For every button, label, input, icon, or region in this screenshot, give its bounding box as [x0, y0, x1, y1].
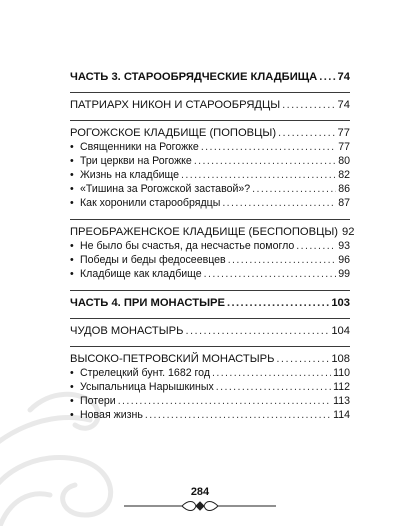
toc-entry-title: [70, 367, 210, 380]
bullet-icon: •: [70, 381, 74, 393]
toc-subentry: [70, 183, 350, 196]
toc-entry-title: [70, 325, 183, 338]
toc-subentry: [70, 409, 350, 422]
page-number: 284: [190, 486, 210, 498]
section-divider: [70, 346, 350, 347]
dot-leader: [278, 127, 336, 140]
toc-entry-label: Усыпальница Нарышкиных: [80, 381, 214, 393]
toc-page-number: 99: [338, 268, 350, 280]
dot-leader: [212, 367, 331, 380]
bullet-icon: •: [70, 395, 74, 407]
flourish-divider-icon: [120, 499, 280, 513]
bullet-icon: •: [70, 183, 74, 195]
dot-leader: [201, 141, 336, 154]
toc-entry-title: [70, 183, 250, 196]
toc-page-number: 110: [333, 367, 350, 379]
toc-entry: [70, 226, 355, 239]
toc-entry-label: ПРЕОБРАЖЕНСКОЕ КЛАДБИЩЕ (БЕСПОПОВЦЫ): [70, 226, 338, 238]
section-divider: [70, 120, 350, 121]
toc-page-number: 74: [337, 71, 350, 83]
section-divider: [70, 92, 350, 93]
toc-entry-title: [70, 71, 317, 84]
toc-subentry: [70, 240, 350, 253]
toc-entry-label: Победы и беды федосеевцев: [80, 254, 226, 266]
toc-entry-label: Как хоронили старообрядцы: [80, 197, 221, 209]
toc-subentry: [70, 141, 350, 154]
toc-entry: [70, 325, 350, 338]
toc-subentry: [70, 155, 350, 168]
dot-leader: [252, 183, 336, 196]
toc-entry-title: [70, 381, 214, 394]
dot-leader: [282, 99, 335, 112]
dot-leader: [181, 169, 336, 182]
toc-page-number: 87: [338, 197, 350, 209]
toc-entry-title: [70, 169, 179, 182]
bullet-icon: •: [70, 155, 74, 167]
toc-page-number: 80: [338, 155, 350, 167]
toc-entry-label: ПАТРИАРХ НИКОН И СТАРООБРЯДЦЫ: [70, 99, 281, 111]
toc-subentry: [70, 197, 350, 210]
toc-entry-label: Кладбище как кладбище: [80, 268, 202, 280]
toc-entry-title: [70, 127, 276, 140]
dot-leader: [319, 71, 335, 84]
section-divider: [70, 290, 350, 291]
toc-page-number: 77: [338, 141, 350, 153]
toc-entry-title: [70, 409, 143, 422]
toc-page-number: 92: [341, 226, 355, 238]
dot-leader: [276, 353, 329, 366]
toc-subentry: [70, 381, 350, 394]
toc-page-number: 114: [333, 409, 350, 421]
dot-leader: [227, 297, 329, 310]
dot-leader: [118, 395, 331, 408]
toc-page-number: 74: [337, 99, 350, 111]
toc-entry: [70, 99, 350, 112]
toc-entry-label: Жизнь на кладбище: [80, 169, 180, 181]
toc-entry-label: Потери: [80, 395, 116, 407]
toc-entry-title: [70, 268, 202, 281]
toc-entry-title: [70, 99, 280, 112]
dot-leader: [296, 240, 336, 253]
toc-page-number: 82: [338, 169, 350, 181]
toc-subentry: [70, 395, 350, 408]
toc-entry: [70, 71, 350, 84]
dot-leader: [216, 381, 331, 394]
dot-leader: [228, 254, 337, 267]
toc-entry-label: ВЫСОКО-ПЕТРОВСКИЙ МОНАСТЫРЬ: [70, 353, 275, 365]
bullet-icon: •: [70, 409, 74, 421]
toc-page-number: 77: [337, 127, 350, 139]
toc-entry-label: Не было бы счастья, да несчастье помогло: [80, 240, 295, 252]
toc-entry-title: [70, 254, 226, 267]
bullet-icon: •: [70, 367, 74, 379]
toc-entry-title: [70, 141, 199, 154]
toc-entry-label: Новая жизнь: [80, 409, 143, 421]
toc-entry-label: Три церкви на Рогожке: [80, 155, 192, 167]
toc-page-number: 93: [338, 240, 350, 252]
toc-entry: [70, 127, 350, 140]
toc-entry-title: [70, 240, 294, 253]
toc-entry-label: ЧУДОВ МОНАСТЫРЬ: [70, 325, 184, 337]
toc-page-number: 86: [338, 183, 350, 195]
toc-page-number: 108: [331, 353, 350, 365]
toc-entry-title: [70, 297, 225, 310]
bullet-icon: •: [70, 169, 74, 181]
dot-leader: [194, 155, 336, 168]
toc-entry-label: «Тишина за Рогожской заставой»?: [80, 183, 251, 195]
toc-entry-label: Священники на Рогожке: [80, 141, 199, 153]
toc-entry: [70, 353, 350, 366]
dot-leader: [204, 268, 337, 281]
toc-subentry: [70, 254, 350, 267]
bullet-icon: •: [70, 197, 74, 209]
dot-leader: [222, 197, 336, 210]
toc-page-number: 96: [338, 254, 350, 266]
bullet-icon: •: [70, 268, 74, 280]
bullet-icon: •: [70, 240, 74, 252]
toc-entry-title: [70, 395, 116, 408]
toc-entry-label: РОГОЖСКОЕ КЛАДБИЩЕ (ПОПОВЦЫ): [70, 127, 277, 139]
toc-page-number: 113: [333, 395, 350, 407]
toc-entry-title: [70, 353, 274, 366]
toc-page-number: 104: [331, 325, 350, 337]
toc-entry: [70, 297, 350, 310]
toc-page-number: 112: [333, 381, 350, 393]
toc-entry-title: [70, 197, 220, 210]
toc-subentry: [70, 367, 350, 380]
bullet-icon: •: [70, 141, 74, 153]
section-divider: [70, 219, 350, 220]
toc-subentry: [70, 268, 350, 281]
toc-entry-label: Стрелецкий бунт. 1682 год: [80, 367, 211, 379]
toc-page-number: 103: [331, 297, 350, 309]
toc-entry-title: [70, 226, 338, 239]
toc-entry-title: [70, 155, 192, 168]
toc-entry-label: ЧАСТЬ 4. ПРИ МОНАСТЫРЕ: [70, 297, 225, 309]
dot-leader: [185, 325, 329, 338]
toc-entry-label: ЧАСТЬ 3. СТАРООБРЯДЧЕСКИЕ КЛАДБИЩА: [70, 71, 318, 83]
section-divider: [70, 318, 350, 319]
dot-leader: [145, 409, 331, 422]
bullet-icon: •: [70, 254, 74, 266]
toc-subentry: [70, 169, 350, 182]
